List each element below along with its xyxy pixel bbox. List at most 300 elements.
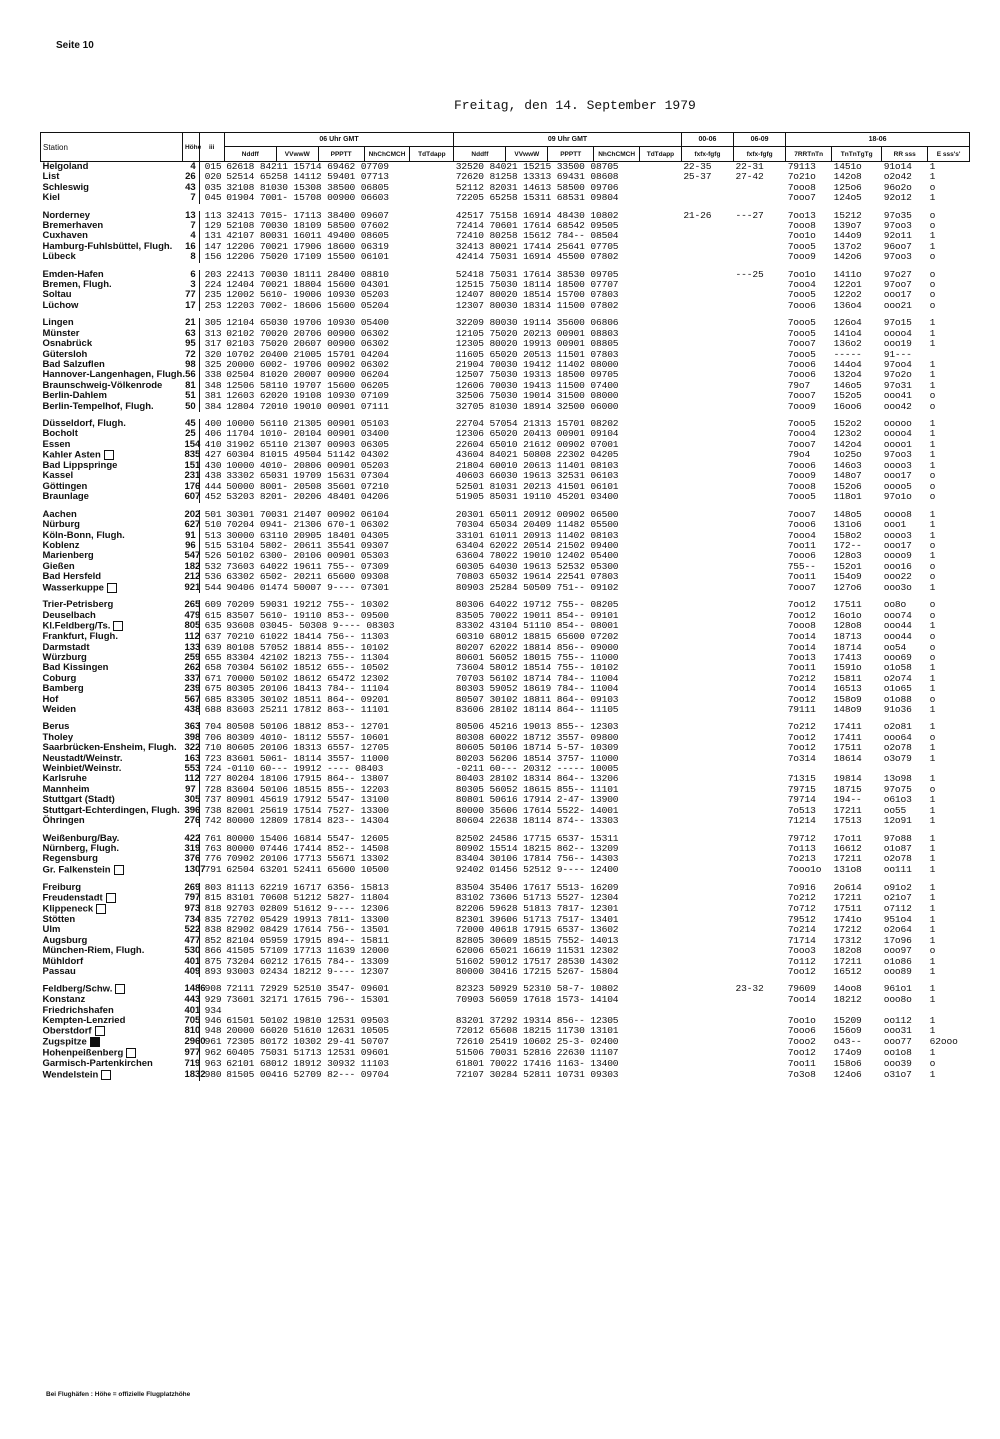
- rr-cell: ooo89: [883, 965, 912, 977]
- table-row: [41, 705, 970, 715]
- station-id-cell: 438: [204, 470, 222, 482]
- station-id-cell: 131: [204, 230, 222, 242]
- e-cell: o: [929, 220, 936, 232]
- gust-0006-cell: [681, 562, 733, 572]
- obs-09-cell: 80305 56052 18615 855-- 11101: [455, 783, 619, 795]
- e-cell: 1: [929, 369, 936, 381]
- gust-0609-cell: [734, 915, 786, 925]
- obs-06-cell: 33302 65031 19709 15631 07304: [226, 470, 389, 482]
- station-id-cell: 515: [204, 539, 222, 551]
- temp-min-cell: 7ooo6: [787, 369, 816, 381]
- obs-09-cell: 32506 75030 19014 31500 08000: [455, 390, 619, 402]
- temp-ground-cell: 1741o: [833, 913, 862, 925]
- temp-min-cell: 7oo12: [787, 965, 816, 977]
- altitude-cell: 154: [184, 438, 201, 450]
- obs-09-cell: 60310 68012 18815 65600 07202: [455, 631, 619, 643]
- station-id-cell: 609: [204, 599, 222, 611]
- rr-cell: oooo3: [883, 529, 912, 541]
- table-row: [41, 865, 970, 876]
- station-id-cell: 723: [204, 752, 222, 764]
- station-label: Stötten: [42, 913, 76, 925]
- gust-0006-cell: [681, 995, 733, 1005]
- altitude-cell: 363: [184, 721, 201, 733]
- altitude-cell: 2960: [184, 1036, 206, 1048]
- e-cell: 1: [929, 620, 936, 632]
- station-id-cell: 963: [204, 1058, 222, 1070]
- rr-cell: 97o88: [883, 832, 912, 844]
- e-cell: 1: [929, 853, 936, 865]
- temp-min-cell: 7oo1o: [787, 230, 816, 242]
- station-label: Berlin-Tempelhof, Flugh.: [42, 400, 154, 412]
- obs-09-cell: 61801 70022 17416 1163- 13400: [455, 1058, 619, 1070]
- filled-square-icon: [90, 1037, 100, 1047]
- obs-09-cell: 12105 75020 20213 00901 08803: [455, 327, 619, 339]
- temp-min-cell: 7o916: [787, 881, 816, 893]
- gust-0609-cell: [734, 695, 786, 705]
- obs-09-cell: 70903 56059 17618 1573- 14104: [455, 994, 619, 1006]
- obs-06-cell: 83601 5061- 18114 3557- 11000: [226, 752, 389, 764]
- gust-0609-cell: [734, 754, 786, 764]
- station-label: Kempten-Lenzried: [42, 1015, 126, 1027]
- altitude-cell: 98: [182, 360, 199, 370]
- e-cell: 1: [929, 804, 936, 816]
- temp-min-cell: 7o3o8: [787, 1068, 816, 1080]
- rr-cell: ooo44: [883, 620, 912, 632]
- station-label: Regensburg: [42, 853, 98, 865]
- gust-0006-cell: [681, 854, 733, 864]
- temp-min-cell: 7ooo6: [787, 519, 816, 531]
- rr-cell: 13o98: [883, 773, 912, 785]
- temp-min-cell: 7oo12: [787, 609, 816, 621]
- e-cell: 1: [929, 842, 936, 854]
- temp-min-cell: 7ooo8: [787, 220, 816, 232]
- station-label: Wasserkuppe: [42, 582, 104, 594]
- temp-min-cell: 7ooo9: [787, 400, 816, 412]
- gust-0006-cell: [681, 621, 733, 632]
- gust-0006-cell: [681, 611, 733, 621]
- station-id-cell: 384: [204, 400, 222, 412]
- obs-06-cell: 12206 70021 17906 18600 06319: [226, 240, 389, 252]
- e-cell: o: [929, 268, 936, 280]
- altitude-cell: 396: [184, 804, 201, 816]
- obs-09-cell: 32413 80021 17414 25641 07705: [455, 240, 619, 252]
- station-id-cell: 015: [204, 161, 222, 172]
- temp-min-cell: 7ooo5: [787, 348, 816, 360]
- obs-06-cell: 80605 20106 18313 6557- 12705: [226, 742, 389, 754]
- temp-min-cell: 7ooo6: [787, 1025, 816, 1037]
- gust-0006-cell: [681, 946, 733, 956]
- e-cell: o: [929, 609, 936, 621]
- col-09-dewpoint: TdTdapp: [640, 147, 682, 162]
- station-id-cell: 113: [204, 209, 222, 221]
- temp-min-cell: 7oo13: [787, 209, 816, 221]
- gust-0006-cell: [681, 541, 733, 551]
- station-label: Hannover-Langenhagen, Flugh.: [42, 369, 186, 381]
- rr-cell: ooo42: [883, 400, 912, 412]
- obs-06-cell: -0110 60--- 19912 ---- 08403: [226, 763, 384, 775]
- temp-ground-cell: 18714: [833, 641, 862, 653]
- gust-0006-cell: [681, 280, 733, 290]
- e-cell: o: [929, 251, 936, 263]
- obs-06-cell: 81505 00416 52709 82--- 09704: [226, 1068, 389, 1080]
- e-cell: 1: [929, 428, 936, 440]
- temp-ground-cell: 18713: [833, 631, 862, 643]
- gust-0609-cell: [734, 242, 786, 252]
- obs-06-cell: 12404 70021 18804 15600 04301: [226, 279, 389, 291]
- temp-ground-cell: 14oo8: [833, 983, 862, 995]
- obs-09-cell: 42414 75031 16914 45500 07802: [455, 251, 619, 263]
- gust-0006-cell: [681, 391, 733, 401]
- gust-0609-cell: [734, 1016, 786, 1026]
- temp-ground-cell: 18614: [833, 752, 862, 764]
- obs-06-cell: 73601 32171 17615 796-- 15301: [226, 994, 389, 1006]
- e-cell: 1: [929, 815, 936, 827]
- e-cell: 1: [929, 924, 936, 936]
- obs-06-cell: 20000 66020 51610 12631 10505: [226, 1025, 389, 1037]
- gust-0609-cell: [734, 461, 786, 471]
- station-label: Bad Salzuflen: [42, 358, 105, 370]
- rr-cell: 97oo7: [883, 279, 912, 291]
- station-id-cell: 045: [204, 192, 222, 204]
- station-id-cell: 020: [204, 171, 222, 183]
- temp-min-cell: 7ooo2: [787, 1036, 816, 1048]
- obs-09-cell: 72012 65608 18215 11730 13101: [455, 1025, 619, 1037]
- station-label: Trier-Petrisberg: [42, 599, 114, 611]
- temp-min-cell: 7ooo7: [787, 508, 816, 520]
- temp-min-cell: 7ooo8: [787, 181, 816, 193]
- rr-cell: o1o65: [883, 683, 912, 695]
- gust-0006-cell: [681, 221, 733, 231]
- obs-06-cell: 82104 05959 17915 894-- 15811: [226, 934, 389, 946]
- station-label: Bremen, Flugh.: [42, 279, 112, 291]
- rr-cell: ooo39: [883, 1058, 912, 1070]
- obs-09-cell: 80306 64022 19712 755-- 08205: [455, 599, 619, 611]
- obs-09-cell: 52418 75031 17614 38530 09705: [455, 268, 619, 280]
- station-name: [41, 854, 183, 864]
- temp-min-cell: 79512: [787, 913, 816, 925]
- gust-0609-cell: [734, 764, 786, 774]
- altitude-cell: 376: [184, 853, 201, 865]
- station-id-cell: 893: [204, 965, 222, 977]
- temp-min-cell: 7ooo5: [787, 289, 816, 301]
- obs-06-cell: 22413 70030 18111 28400 08810: [226, 268, 389, 280]
- altitude-cell: 63: [182, 329, 199, 339]
- gust-0609-cell: [734, 541, 786, 551]
- gust-0006-cell: [681, 429, 733, 439]
- obs-09-cell: 80207 62022 18814 856-- 09000: [455, 641, 619, 653]
- gust-0609-cell: [734, 995, 786, 1005]
- temp-ground-cell: 142o4: [833, 438, 862, 450]
- rr-cell: ooo64: [883, 731, 912, 743]
- temp-ground-cell: 131o8: [833, 863, 862, 875]
- rr-cell: 92o12: [883, 192, 912, 204]
- station-id-cell: 224: [204, 279, 222, 291]
- obs-09-cell: 83606 28102 18114 864-- 11105: [455, 704, 619, 716]
- station-id-cell: 427: [204, 449, 222, 461]
- station-label: Gütersloh: [42, 348, 88, 360]
- temp-min-cell: 7ooo5: [787, 327, 816, 339]
- e-cell: 1: [929, 550, 936, 562]
- station-name: [41, 967, 183, 977]
- temp-ground-cell: 194--: [833, 794, 862, 806]
- altitude-cell: 797: [184, 892, 201, 904]
- col-09-clouds: NhChCMCH: [594, 147, 640, 162]
- obs-06-cell: 93003 02434 18212 9---- 12307: [226, 965, 389, 977]
- station-name: [41, 1070, 183, 1081]
- obs-09-cell: 83504 35406 17617 5513- 16209: [455, 881, 619, 893]
- station-id-cell: 738: [204, 804, 222, 816]
- altitude-cell: 547: [184, 550, 201, 562]
- obs-06-cell: 60304 81015 49504 51142 04302: [226, 449, 389, 461]
- e-cell: o: [929, 693, 936, 705]
- gust-0609-cell: [734, 329, 786, 339]
- obs-06-cell: 82001 25619 17514 7527- 13300: [226, 804, 389, 816]
- gust-0609-cell: [734, 339, 786, 349]
- table-row: [41, 391, 970, 401]
- temp-ground-cell: 182o8: [833, 945, 862, 957]
- altitude-cell: 443: [184, 994, 201, 1006]
- col-altitude: Höhe: [182, 133, 199, 162]
- gust-0609-cell: [734, 280, 786, 290]
- rr-cell: oooo4: [883, 428, 912, 440]
- altitude-cell: 182: [184, 560, 201, 572]
- temp-ground-cell: 154o9: [833, 571, 862, 583]
- gust-0006-cell: [681, 705, 733, 715]
- rr-cell: ooo17: [883, 539, 912, 551]
- square-icon: [95, 1026, 105, 1036]
- gust-0006-cell: [681, 1037, 733, 1048]
- station-id-cell: 129: [204, 220, 222, 232]
- gust-0006-cell: [681, 865, 733, 876]
- station-label: Berus: [42, 721, 70, 733]
- station-id-cell: 658: [204, 662, 222, 674]
- altitude-cell: 409: [184, 965, 201, 977]
- gust-0609-cell: [734, 510, 786, 520]
- temp-ground-cell: 148o7: [833, 470, 862, 482]
- gust-0006-cell: [681, 600, 733, 610]
- e-cell: 1: [929, 1015, 936, 1027]
- temp-min-cell: 71214: [787, 815, 816, 827]
- station-label: Norderney: [42, 209, 91, 221]
- temp-ground-cell: 17o11: [833, 832, 862, 844]
- table-row: [41, 995, 970, 1005]
- gust-0006-cell: [681, 1059, 733, 1069]
- gust-0609-cell: [734, 482, 786, 492]
- temp-min-cell: 7oo14: [787, 631, 816, 643]
- obs-09-cell: 72610 25419 10602 25-3- 02400: [455, 1036, 619, 1048]
- table-row: [41, 572, 970, 582]
- station-id-cell: 776: [204, 853, 222, 865]
- gust-0609-cell: [734, 252, 786, 262]
- gust-0006-cell: [681, 722, 733, 732]
- station-label: Lübeck: [42, 251, 76, 263]
- station-label: Göttingen: [42, 480, 88, 492]
- rr-cell: o2o64: [883, 924, 912, 936]
- rr-cell: ooo17: [883, 289, 912, 301]
- rr-cell: 97o27: [883, 268, 912, 280]
- gust-0609-cell: [734, 572, 786, 582]
- rr-cell: 97o1o: [883, 491, 912, 503]
- temp-ground-cell: 17212: [833, 924, 862, 936]
- col-temp-min: 7RRTnTn: [786, 147, 832, 162]
- obs-06-cell: 80000 15406 16814 5547- 12605: [226, 832, 389, 844]
- obs-06-cell: 80901 45619 17912 5547- 13100: [226, 794, 389, 806]
- temp-ground-cell: 122o2: [833, 289, 862, 301]
- obs-06-cell: 31902 65110 21307 00903 06305: [226, 438, 389, 450]
- e-cell: o: [929, 783, 936, 795]
- gust-0609-cell: [734, 806, 786, 816]
- station-label: Gießen: [42, 560, 75, 572]
- obs-06-cell: 62504 63201 52411 65600 10500: [226, 863, 389, 875]
- gust-0609-cell: 23-32: [735, 983, 764, 995]
- station-id-cell: 635: [204, 620, 222, 632]
- square-icon: [104, 450, 114, 460]
- station-label: Soltau: [42, 289, 72, 301]
- rr-cell: o1o88: [883, 693, 912, 705]
- col-06-nddff: Nddff: [224, 147, 276, 162]
- gust-0609-cell: [734, 1070, 786, 1081]
- temp-min-cell: 7o214: [787, 924, 816, 936]
- e-cell: 62ooo: [929, 1036, 958, 1048]
- e-cell: 1: [929, 1025, 936, 1037]
- e-cell: o: [929, 181, 936, 193]
- station-label: Lüchow: [42, 299, 79, 311]
- temp-ground-cell: 1411o: [833, 268, 862, 280]
- gust-0006-cell: [681, 492, 733, 502]
- obs-06-cell: 63302 6502- 20211 65600 09308: [226, 571, 389, 583]
- temp-ground-cell: 128o3: [833, 550, 862, 562]
- weather-table: [40, 132, 970, 1081]
- gust-0006-cell: [681, 572, 733, 582]
- e-cell: o: [929, 390, 936, 402]
- col-group-09: 09 Uhr GMT: [454, 133, 682, 147]
- rr-cell: o1o87: [883, 842, 912, 854]
- e-cell: 1: [929, 581, 936, 593]
- station-name: [41, 1016, 183, 1026]
- gust-0609-cell: [734, 551, 786, 561]
- gust-0609-cell: [734, 419, 786, 429]
- rr-cell: oo55: [883, 804, 907, 816]
- obs-09-cell: 72620 81258 13313 69431 08608: [455, 171, 619, 183]
- e-cell: o: [929, 539, 936, 551]
- gust-0006-cell: [681, 643, 733, 653]
- e-cell: 1: [929, 683, 936, 695]
- station-label: Bad Hersfeld: [42, 571, 102, 583]
- station-label: Freudenstadt: [42, 892, 103, 904]
- altitude-cell: 7: [182, 193, 199, 203]
- gust-0006-cell: [681, 785, 733, 795]
- e-cell: 1: [929, 1068, 936, 1080]
- temp-min-cell: 7ooo4: [787, 279, 816, 291]
- altitude-cell: 265: [184, 599, 201, 611]
- altitude-cell: 607: [184, 491, 201, 503]
- e-cell: 1: [929, 358, 936, 370]
- altitude-cell: 973: [184, 902, 201, 914]
- station-name: [41, 193, 183, 203]
- col-06-vvwww: VVwwW: [276, 147, 318, 162]
- e-cell: o: [929, 631, 936, 643]
- obs-06-cell: 02103 75020 20607 00900 06302: [226, 338, 389, 350]
- gust-0006-cell: [681, 834, 733, 844]
- rr-cell: o21o7: [883, 892, 912, 904]
- gust-0609-cell: [734, 562, 786, 572]
- rr-cell: 96o2o: [883, 181, 912, 193]
- station-label: Aachen: [42, 508, 77, 520]
- obs-09-cell: 51602 59012 17517 28530 14302: [455, 955, 619, 967]
- obs-06-cell: 70210 61022 18414 756-- 11303: [226, 631, 389, 643]
- station-id-cell: 724: [204, 763, 222, 775]
- altitude-cell: 262: [184, 662, 201, 674]
- temp-ground-cell: 17411: [833, 721, 862, 733]
- station-label: Frankfurt, Flugh.: [42, 631, 118, 643]
- obs-09-cell: 92402 01456 52512 9---- 12400: [455, 863, 619, 875]
- temp-min-cell: 71714: [787, 934, 816, 946]
- gust-0006-cell: [681, 242, 733, 252]
- altitude-cell: 81: [182, 381, 199, 391]
- obs-06-cell: 81113 62219 16717 6356- 15813: [226, 881, 389, 893]
- obs-09-cell: 82301 39606 51713 7517- 13401: [455, 913, 619, 925]
- obs-06-cell: 50102 6300- 20106 00901 05303: [226, 550, 389, 562]
- station-id-cell: 510: [204, 519, 222, 531]
- altitude-cell: 17: [182, 301, 199, 311]
- table-row: [41, 301, 970, 311]
- gust-0609-cell: [734, 883, 786, 893]
- obs-09-cell: 80902 15514 18215 862-- 13209: [455, 842, 619, 854]
- station-label: Schleswig: [42, 181, 89, 193]
- altitude-cell: 95: [182, 339, 199, 349]
- e-cell: 1: [929, 902, 936, 914]
- obs-09-cell: 12507 75030 19313 18500 09705: [455, 369, 619, 381]
- gust-0609-cell: [734, 957, 786, 967]
- station-label: Würzburg: [42, 652, 87, 664]
- table-row: [41, 946, 970, 956]
- station-label: Friedrichshafen: [42, 1004, 114, 1016]
- gust-0006-cell: [681, 381, 733, 391]
- temp-ground-cell: 142o6: [833, 251, 862, 263]
- station-id-cell: 803: [204, 881, 222, 893]
- obs-09-cell: 72107 30284 52811 10731 09303: [455, 1068, 619, 1080]
- station-id-cell: 929: [204, 994, 222, 1006]
- station-id-cell: 325: [204, 358, 222, 370]
- station-id-cell: 948: [204, 1025, 222, 1037]
- table-row: [41, 193, 970, 203]
- table-row: [41, 520, 970, 530]
- obs-06-cell: 50000 8001- 20508 35601 07210: [226, 480, 389, 492]
- rr-cell: 97o31: [883, 379, 912, 391]
- gust-0609-cell: [734, 705, 786, 715]
- station-id-cell: 400: [204, 417, 222, 429]
- temp-min-cell: 7oo1o: [787, 268, 816, 280]
- station-label: Deuselbach: [42, 609, 96, 621]
- obs-09-cell: 80601 56052 18015 755-- 11000: [455, 652, 619, 664]
- obs-06-cell: 52514 65258 14112 59401 07713: [226, 171, 389, 183]
- temp-min-cell: 7o212: [787, 672, 816, 684]
- gust-0006-cell: [681, 984, 733, 995]
- rr-cell: ooo97: [883, 945, 912, 957]
- gust-0006-cell: [681, 193, 733, 203]
- station-name: [41, 183, 183, 193]
- temp-ground-cell: 17312: [833, 934, 862, 946]
- obs-09-cell: 70703 56102 18714 784-- 11004: [455, 672, 619, 684]
- obs-09-cell: 12515 75030 18114 18500 07707: [455, 279, 619, 291]
- obs-06-cell: 53203 8201- 20206 48401 04206: [226, 491, 389, 503]
- obs-06-cell: 62101 68012 18912 30932 11103: [226, 1058, 389, 1070]
- altitude-cell: 438: [184, 704, 201, 716]
- e-cell: 1: [929, 161, 936, 172]
- altitude-cell: 319: [184, 842, 201, 854]
- temp-min-cell: 79111: [787, 704, 816, 716]
- temp-ground-cell: 142o8: [833, 171, 862, 183]
